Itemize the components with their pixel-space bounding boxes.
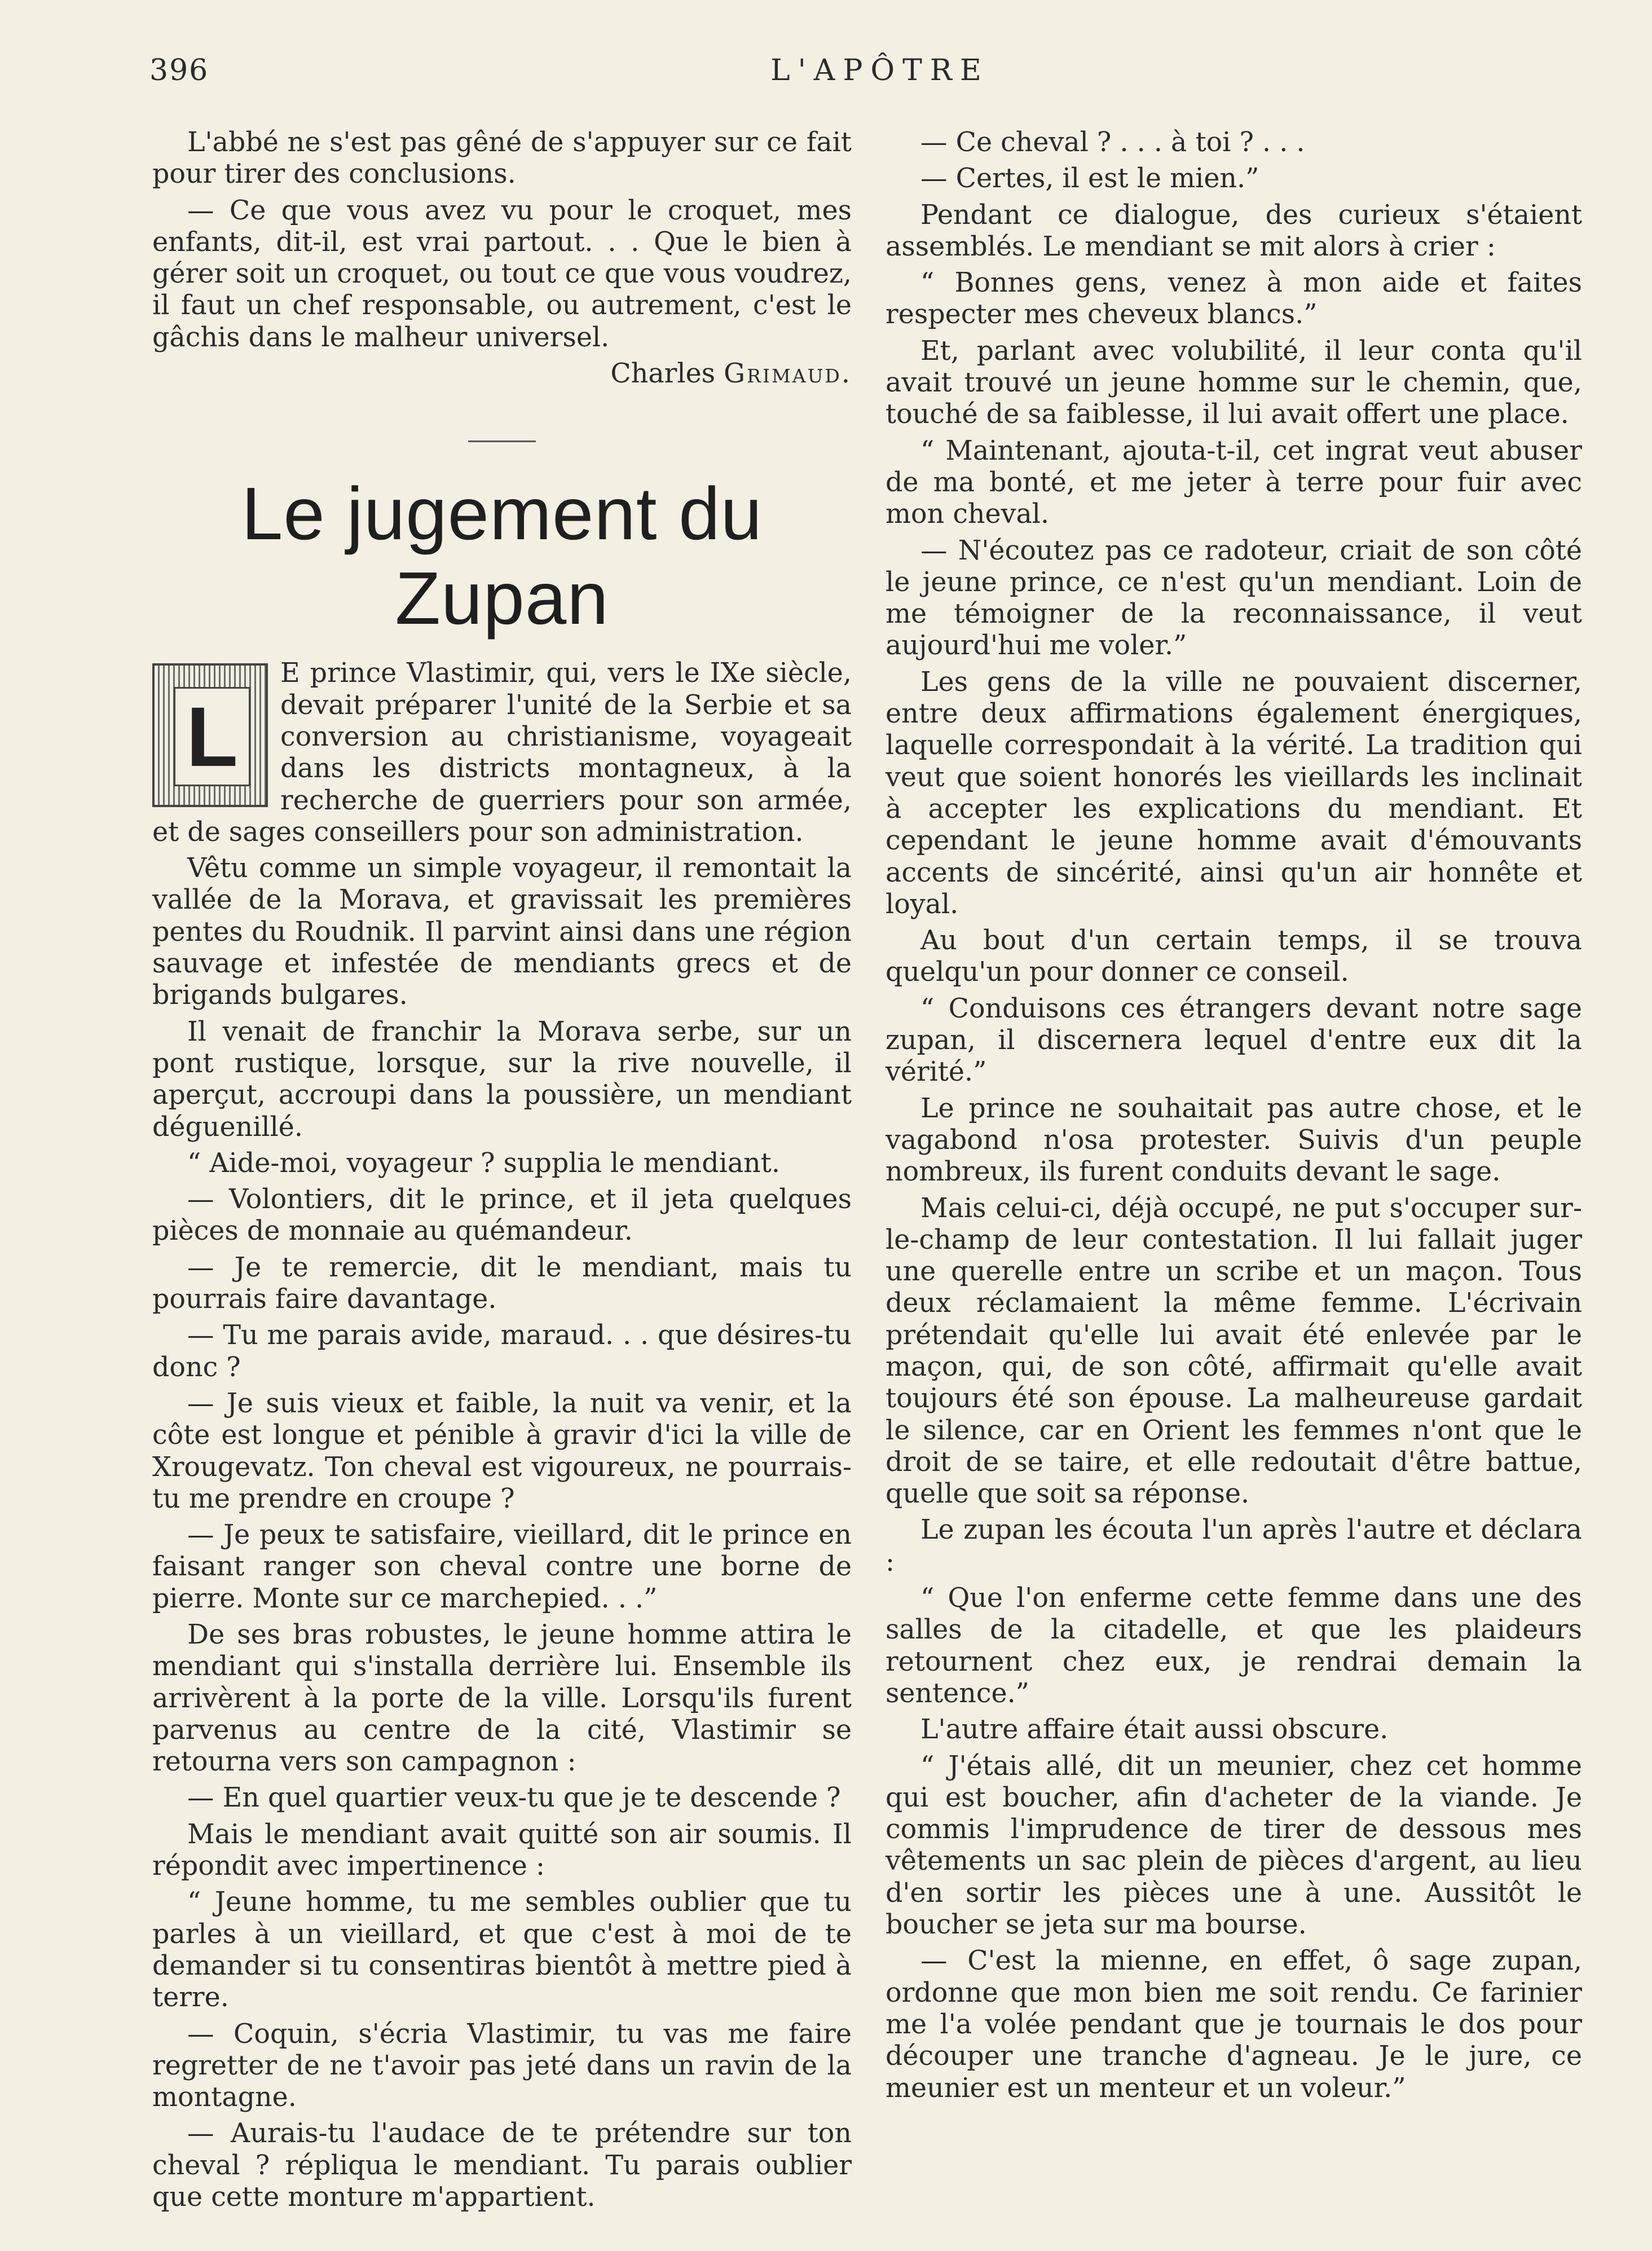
body-paragraph: — Aurais-tu l'audace de te prétendre sur ton cheval ? répliqua le mendiant. Tu parais oublier que cette monture m'appartient. — [152, 2118, 852, 2213]
body-paragraph: — En quel quartier veux-tu que je te descende ? — [187, 1782, 841, 1814]
page-number: 396 — [149, 54, 209, 87]
body-paragraph: Vêtu comme un simple voyageur, il remontait la vallée de la Morava, et gravissait les premières pentes du Roudnik. Il parvint ainsi dans une région sauvage et infestée de mendiants grecs et de brigands bulgares. — [152, 853, 852, 1011]
body-paragraph: “ Que l'on enferme cette femme dans une des salles de la citadelle, et que les plaideurs retournent chez eux, je rendrai demain la sentence.” — [886, 1583, 1582, 1709]
left-column — [152, 127, 852, 2218]
dropcap-paragraph — [152, 658, 852, 848]
intro-paragraph: L'abbé ne s'est pas gêné de s'appuyer sur ce fait pour tirer des conclusions. — [152, 127, 852, 190]
intro-paragraph: — Ce que vous avez vu pour le croquet, mes enfants, dit-il, est vrai partout. . . Que le bien à gérer soit un croquet, ou tout ce que vous voudrez, il faut un chef responsable, ou autrement, c'est le gâchis dans le malheur universel. — [152, 195, 852, 353]
body-paragraph: Les gens de la ville ne pouvaient discerner, entre deux affirmations également énergiques, laquelle correspondait à la vérité. La tradition qui veut que soient honorés les vieillards les inclinait à accepter les explications du mendiant. Et cependant le jeune homme avait d'émouvants accents de sincérité, ainsi qu'un air honnête et loyal. — [886, 666, 1582, 920]
body-paragraph: — Certes, il est le mien.” — [920, 163, 1259, 195]
body-paragraph: Au bout d'un certain temps, il se trouva quelqu'un pour donner ce conseil. — [886, 925, 1582, 988]
ornamental-dropcap-icon — [152, 663, 268, 807]
body-paragraph: Mais celui-ci, déjà occupé, ne put s'occuper sur-le-champ de leur contestation. Il lui fallait juger une querelle entre un scribe et un maçon. Tous deux réclamaient la même femme. L'écrivain prétendait qu'elle lui avait été enlevée par le maçon, qui, de son côté, affirmait qu'elle avait toujours été son épouse. La malheureuse gardait le silence, car en Orient les femmes n'ont que le droit de se taire, et elle redoutait d'être battue, quelle que soit sa réponse. — [886, 1192, 1582, 1510]
dropcap-frame — [174, 687, 250, 786]
body-paragraph: — Volontiers, dit le prince, et il jeta quelques pièces de monnaie au quémandeur. — [152, 1184, 852, 1247]
body-paragraph: “ Aide-moi, voyageur ? supplia le mendiant. — [187, 1147, 780, 1179]
body-paragraph: — N'écoutez pas ce radoteur, criait de son côté le jeune prince, ce n'est qu'un mendiant. Loin de me témoigner de la reconnaissance, il veut aujourd'hui me voler.” — [886, 535, 1582, 662]
running-title: L'APÔTRE — [770, 54, 989, 87]
dropcap-paragraph-text: E prince Vlastimir, qui, vers le IXe siècle, devait préparer l'unité de la Serbie et sa conversion au christianisme, voyageait dans les districts montagneux, à la recherche de guerriers pour son armée, et de sages conseillers pour son administration. — [152, 658, 852, 848]
signature-last-name: Grimaud. — [724, 358, 852, 390]
section-divider — [468, 440, 536, 442]
body-paragraph: “ J'étais allé, dit un meunier, chez cet homme qui est boucher, afin d'acheter de la viande. Je commis l'imprudence de tirer de dessous mes vêtements un sac plein de pièces d'argent, au lieu d'en sortir les pièces une à une. Aussitôt le boucher se jeta sur ma bourse. — [886, 1750, 1582, 1941]
body-paragraph: L'autre affaire était aussi obscure. — [920, 1714, 1389, 1746]
article-title: Le jugement du Zupan — [241, 472, 763, 640]
signature-first-name: Charles — [610, 358, 724, 390]
body-paragraph: — C'est la mienne, en effet, ô sage zupan, ordonne que mon bien me soit rendu. Ce farinier me l'a volée pendant que je tournais le dos pour découper une tranche d'agneau. Je le jure, ce meunier est un menteur et un voleur.” — [886, 1945, 1582, 2104]
page-header — [149, 54, 1610, 99]
body-paragraph: Mais le mendiant avait quitté son air soumis. Il répondit avec impertinence : — [152, 1818, 852, 1882]
body-paragraph: — Je peux te satisfaire, vieillard, dit le prince en faisant ranger son cheval contre une borne de pierre. Monte sur ce marchepied. . .” — [152, 1519, 852, 1614]
body-paragraph: — Coquin, s'écria Vlastimir, tu vas me faire regretter de ne t'avoir pas jeté dans un ravin de la montagne. — [152, 2018, 852, 2113]
author-signature — [152, 358, 852, 390]
body-paragraph: De ses bras robustes, le jeune homme attira le mendiant qui s'installa derrière lui. Ensemble ils arrivèrent à la porte de la ville. Lorsqu'ils furent parvenus au centre de la cité, Vlastimir se retourna vers son campagnon : — [152, 1619, 852, 1778]
body-paragraph: “ Conduisons ces étrangers devant notre sage zupan, il discernera lequel d'entre eux dit la vérité.” — [886, 993, 1582, 1088]
body-paragraph: — Je te remercie, dit le mendiant, mais tu pourrais faire davantage. — [152, 1252, 852, 1315]
body-paragraph: “ Jeune homme, tu me sembles oublier que tu parles à un vieillard, et que c'est à moi de te demander si tu consentiras bientôt à mettre pied à terre. — [152, 1887, 852, 2014]
body-paragraph: Et, parlant avec volubilité, il leur conta qu'il avait trouvé un jeune homme sur le chemin, que, touché de sa faiblesse, il lui avait offert une place. — [886, 335, 1582, 430]
body-paragraph: Il venait de franchir la Morava serbe, sur un pont rustique, lorsque, sur la rive nouvelle, il aperçut, accroupi dans la poussière, un mendiant déguenillé. — [152, 1016, 852, 1143]
body-paragraph: — Tu me parais avide, maraud. . . que désires-tu donc ? — [152, 1320, 852, 1383]
right-column — [886, 127, 1582, 2109]
body-paragraph: “ Maintenant, ajouta-t-il, cet ingrat veut abuser de ma bonté, et me jeter à terre pour fuir avec mon cheval. — [886, 435, 1582, 530]
body-paragraph: Le zupan les écouta l'un après l'autre et déclara : — [886, 1514, 1582, 1578]
dropcap-letter: L — [186, 689, 238, 785]
body-paragraph: — Ce cheval ? . . . à toi ? . . . — [920, 127, 1305, 158]
body-paragraph: Le prince ne souhaitait pas autre chose, et le vagabond n'osa protester. Suivis d'un peuple nombreux, ils furent conduits devant le sage. — [886, 1093, 1582, 1188]
body-paragraph: — Je suis vieux et faible, la nuit va venir, et la côte est longue et pénible à gravir d'ici la ville de Xrougevatz. Ton cheval est vigoureux, ne pourrais-tu me prendre en croupe ? — [152, 1387, 852, 1514]
body-paragraph: Pendant ce dialogue, des curieux s'étaient assemblés. Le mendiant se mit alors à crier : — [886, 199, 1582, 262]
body-paragraph: “ Bonnes gens, venez à mon aide et faites respecter mes cheveux blancs.” — [886, 267, 1582, 331]
